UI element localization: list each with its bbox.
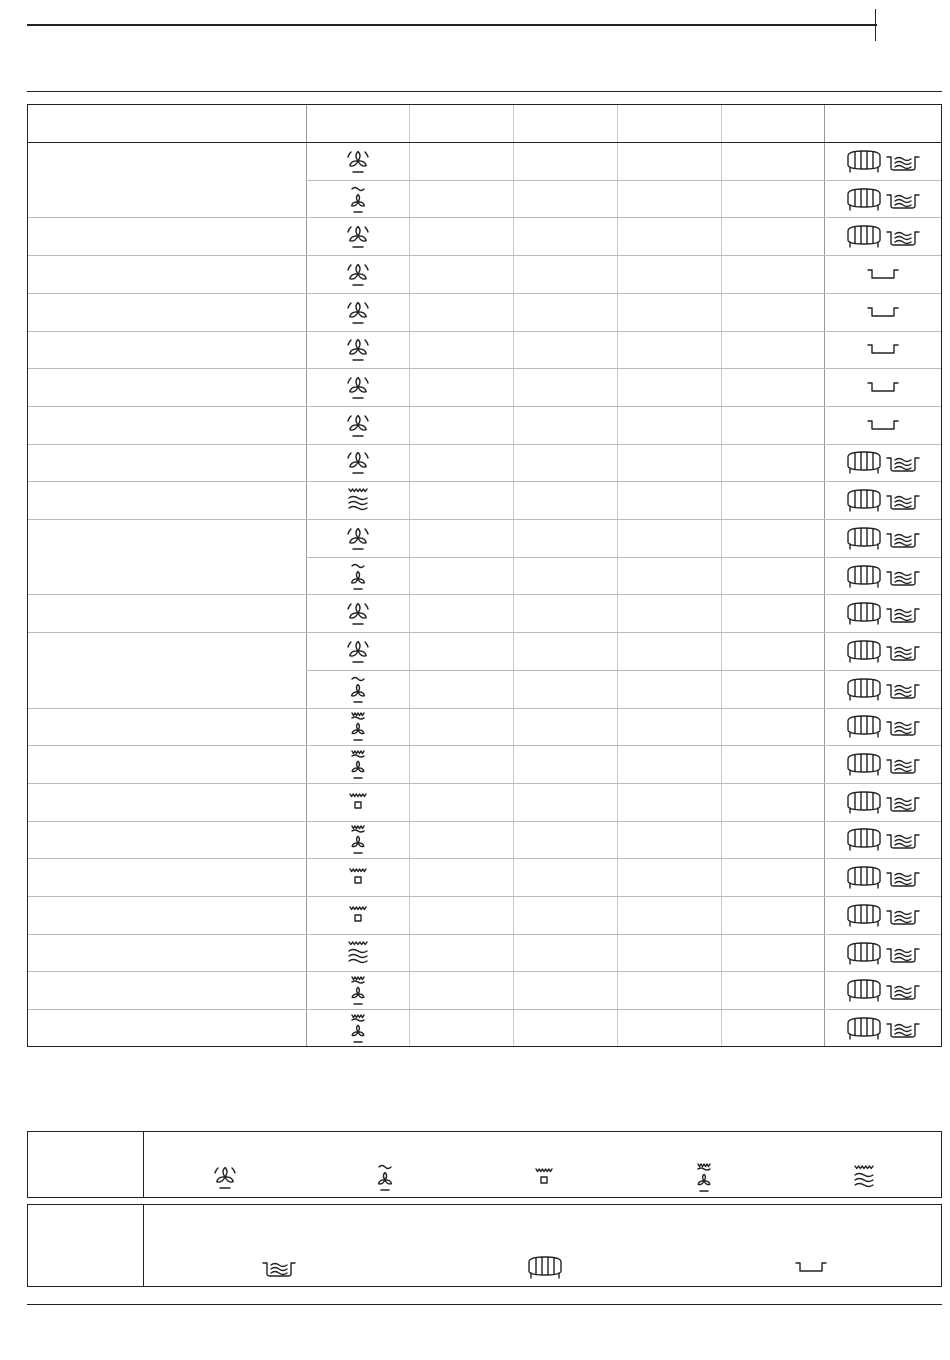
column-divider <box>409 105 410 1046</box>
section-rule <box>27 91 942 92</box>
row-divider <box>28 217 941 218</box>
bottom-rule <box>27 1304 942 1305</box>
legend-item <box>259 1250 299 1284</box>
pan-icon <box>885 790 921 814</box>
legend-item <box>791 1250 831 1284</box>
grid-icon <box>845 600 883 626</box>
table-row-mode <box>306 934 409 972</box>
pan-icon <box>885 714 921 738</box>
table-row-accessory <box>824 821 941 859</box>
table-row-mode <box>306 896 409 934</box>
grid-icon <box>845 487 883 513</box>
tray-icon <box>866 380 900 394</box>
table-row-mode <box>306 783 409 821</box>
row-divider <box>28 406 941 407</box>
grid-icon <box>845 148 883 174</box>
table-row-accessory <box>824 331 941 369</box>
fan-icon <box>345 223 371 249</box>
table-row-mode <box>306 142 409 180</box>
legend-item <box>844 1160 884 1194</box>
grid-icon <box>845 713 883 739</box>
table-row-mode <box>306 293 409 331</box>
pan-icon <box>885 941 921 965</box>
fan-grill-icon <box>691 1162 717 1192</box>
table-row-accessory <box>824 783 941 821</box>
legend-separator <box>143 1205 144 1286</box>
row-divider <box>28 783 941 784</box>
waves-icon <box>345 939 371 967</box>
fan-icon <box>345 261 371 287</box>
pan-icon <box>885 639 921 663</box>
pan-icon <box>885 488 921 512</box>
table-row-accessory <box>824 368 941 406</box>
legend-item <box>684 1160 724 1194</box>
fan-icon <box>345 299 371 325</box>
fan-icon <box>345 638 371 664</box>
column-divider <box>721 105 722 1046</box>
legend-separator <box>143 1132 144 1197</box>
tray-icon <box>866 342 900 356</box>
grid-icon <box>845 563 883 589</box>
table-row-accessory <box>824 632 941 670</box>
table-row-accessory <box>824 1009 941 1047</box>
tray-icon <box>866 418 900 432</box>
table-row-mode <box>306 368 409 406</box>
table-row-accessory <box>824 670 941 708</box>
table-row-accessory <box>824 406 941 444</box>
table-row-accessory <box>824 745 941 783</box>
table-row-mode <box>306 708 409 746</box>
fan-icon <box>345 374 371 400</box>
top-rule <box>27 24 877 26</box>
grid-icon <box>845 525 883 551</box>
table-row-accessory <box>824 180 941 218</box>
grid-icon <box>845 977 883 1003</box>
grid-icon <box>845 902 883 928</box>
table-row-mode <box>306 255 409 293</box>
pan-icon <box>885 865 921 889</box>
tray-icon <box>794 1260 828 1274</box>
table-row-accessory <box>824 708 941 746</box>
tray-icon <box>866 305 900 319</box>
waves-icon <box>851 1163 877 1191</box>
grid-icon <box>845 1015 883 1041</box>
pan-icon <box>885 526 921 550</box>
row-divider <box>28 858 941 859</box>
grid-icon <box>845 864 883 890</box>
table-row-accessory <box>824 971 941 1009</box>
grid-icon <box>526 1254 564 1280</box>
fan-grill-icon <box>345 711 371 741</box>
fan-grill-icon <box>345 749 371 779</box>
table-row-mode <box>306 670 409 708</box>
row-divider <box>28 255 941 256</box>
header-divider <box>28 142 941 143</box>
legend-item <box>365 1160 405 1194</box>
table-row-mode <box>306 217 409 255</box>
pan-icon <box>885 601 921 625</box>
table-row-mode <box>306 180 409 218</box>
row-divider <box>28 708 941 709</box>
grid-icon <box>845 449 883 475</box>
column-divider <box>617 105 618 1046</box>
table-row-accessory <box>824 481 941 519</box>
grid-icon <box>845 638 883 664</box>
table-row-accessory <box>824 934 941 972</box>
table-row-accessory <box>824 217 941 255</box>
pan-icon <box>885 827 921 851</box>
row-divider <box>28 331 941 332</box>
table-row-mode <box>306 519 409 557</box>
fan-icon <box>345 449 371 475</box>
table-row-mode <box>306 594 409 632</box>
top-rule-tick <box>875 9 876 41</box>
table-row-accessory <box>824 896 941 934</box>
row-divider <box>28 934 941 935</box>
pan-icon <box>885 450 921 474</box>
pan-icon <box>261 1255 297 1279</box>
waves-icon <box>345 486 371 514</box>
legend-accessories-box <box>27 1204 942 1287</box>
row-divider <box>28 368 941 369</box>
table-row-mode <box>306 821 409 859</box>
table-row-accessory <box>824 293 941 331</box>
grid-icon <box>845 186 883 212</box>
fan-grill-icon <box>345 824 371 854</box>
fan-tilde-icon <box>345 185 371 213</box>
row-divider <box>28 594 941 595</box>
grill-square-icon <box>345 865 371 889</box>
legend-modes-box <box>27 1131 942 1198</box>
grill-square-icon <box>345 903 371 927</box>
grill-square-icon <box>531 1165 557 1189</box>
table-row-mode <box>306 444 409 482</box>
cooking-table <box>27 104 942 1047</box>
pan-icon <box>885 903 921 927</box>
table-row-mode <box>306 1009 409 1047</box>
fan-tilde-icon <box>372 1163 398 1191</box>
grid-icon <box>845 223 883 249</box>
table-row-mode <box>306 632 409 670</box>
table-row-mode <box>306 858 409 896</box>
pan-icon <box>885 149 921 173</box>
row-divider <box>28 632 941 633</box>
table-row-mode <box>306 481 409 519</box>
pan-icon <box>885 187 921 211</box>
row-divider <box>28 971 941 972</box>
table-row-accessory <box>824 557 941 595</box>
pan-icon <box>885 1016 921 1040</box>
table-row-mode <box>306 745 409 783</box>
pan-icon <box>885 978 921 1002</box>
pan-icon <box>885 752 921 776</box>
tray-icon <box>866 267 900 281</box>
table-row-mode <box>306 406 409 444</box>
row-divider <box>28 745 941 746</box>
pan-icon <box>885 224 921 248</box>
grill-square-icon <box>345 790 371 814</box>
grid-icon <box>845 940 883 966</box>
legend-item <box>525 1250 565 1284</box>
fan-grill-icon <box>345 975 371 1005</box>
table-row-accessory <box>824 519 941 557</box>
fan-grill-icon <box>345 1013 371 1043</box>
grid-icon <box>845 826 883 852</box>
fan-icon <box>345 525 371 551</box>
row-divider <box>28 519 941 520</box>
fan-icon <box>345 412 371 438</box>
grid-icon <box>845 676 883 702</box>
table-row-mode <box>306 557 409 595</box>
row-divider <box>28 896 941 897</box>
table-row-accessory <box>824 142 941 180</box>
row-divider <box>28 481 941 482</box>
column-divider <box>513 105 514 1046</box>
table-row-mode <box>306 331 409 369</box>
grid-icon <box>845 789 883 815</box>
table-row-accessory <box>824 444 941 482</box>
fan-icon <box>345 336 371 362</box>
legend-item <box>524 1160 564 1194</box>
pan-icon <box>885 677 921 701</box>
table-row-accessory <box>824 858 941 896</box>
row-divider <box>28 1009 941 1010</box>
fan-tilde-icon <box>345 562 371 590</box>
row-divider <box>28 444 941 445</box>
fan-tilde-icon <box>345 675 371 703</box>
row-divider <box>28 293 941 294</box>
pan-icon <box>885 564 921 588</box>
fan-icon <box>212 1164 238 1190</box>
row-divider <box>28 821 941 822</box>
grid-icon <box>845 751 883 777</box>
fan-icon <box>345 600 371 626</box>
table-row-mode <box>306 971 409 1009</box>
table-row-accessory <box>824 255 941 293</box>
fan-icon <box>345 148 371 174</box>
legend-item <box>205 1160 245 1194</box>
table-row-accessory <box>824 594 941 632</box>
